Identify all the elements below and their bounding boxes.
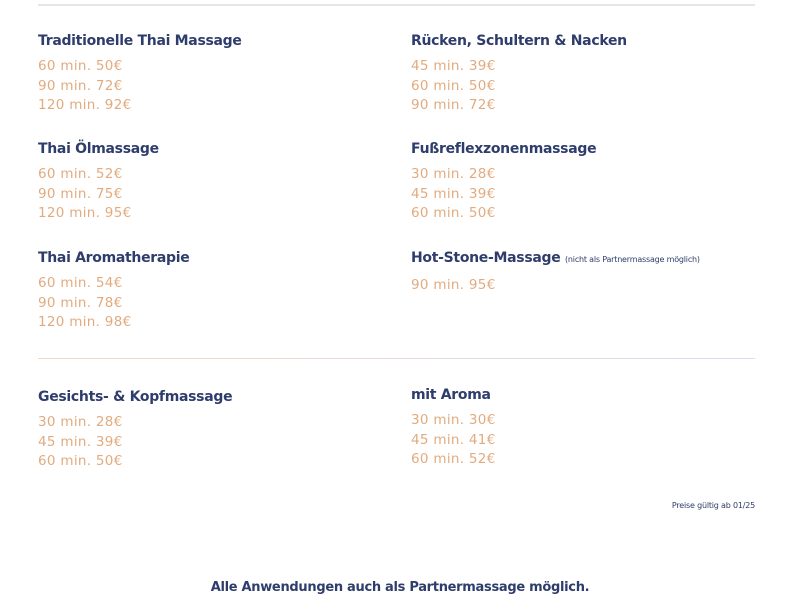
service-mit-aroma	[411, 385, 496, 470]
price-option: 45 min. 39€	[38, 433, 123, 450]
price-validity-note: Preise gültig ab 01/25	[671, 501, 755, 510]
price-option: 30 min. 28€	[411, 166, 496, 182]
service-traditionelle-thai-massage	[38, 31, 242, 116]
top-divider	[38, 4, 755, 6]
price-option: 30 min. 28€	[38, 414, 123, 430]
price-option: 120 min. 92€	[38, 97, 132, 113]
service-note: (nicht als Partnermassage möglich)	[565, 255, 700, 264]
price-option: 60 min. 52€	[38, 166, 123, 182]
price-option: 45 min. 39€	[411, 58, 496, 74]
service-thai-aromatherapie	[38, 248, 189, 333]
price-option: 60 min. 50€	[411, 77, 496, 94]
price-option: 90 min. 95€	[411, 277, 496, 293]
service-thai-oelmassage	[38, 139, 159, 224]
service-title: Fußreflexzonenmassage	[411, 141, 597, 157]
service-hot-stone-massage	[411, 248, 700, 296]
price-option: 90 min. 78€	[38, 294, 123, 311]
service-title	[411, 248, 700, 270]
price-option: 60 min. 52€	[411, 451, 496, 467]
price-option: 90 min. 72€	[38, 77, 123, 94]
price-option: 120 min. 95€	[38, 205, 132, 221]
price-option: 60 min. 50€	[38, 453, 123, 469]
section-divider	[38, 358, 755, 359]
price-option: 90 min. 72€	[411, 97, 496, 113]
service-title: Thai Ölmassage	[38, 141, 159, 157]
service-title: Traditionelle Thai Massage	[38, 33, 242, 49]
service-title: Rücken, Schultern & Nacken	[411, 33, 627, 49]
price-option: 90 min. 75€	[38, 185, 123, 202]
price-option: 45 min. 39€	[411, 185, 496, 202]
service-title: Thai Aromatherapie	[38, 250, 190, 266]
price-option: 30 min. 30€	[411, 412, 496, 428]
service-fussreflexzonenmassage	[411, 139, 596, 224]
service-title: mit Aroma	[411, 387, 491, 403]
footer-note: Alle Anwendungen auch als Partnermassage möglich.	[210, 580, 590, 595]
service-ruecken-schultern-nacken	[411, 31, 627, 116]
service-gesichts-kopfmassage	[38, 387, 232, 472]
price-option: 45 min. 41€	[411, 431, 496, 448]
price-option: 60 min. 54€	[38, 275, 123, 291]
price-option: 60 min. 50€	[38, 58, 123, 74]
price-option: 60 min. 50€	[411, 205, 496, 221]
service-title-text: Hot-Stone-Massage	[411, 250, 561, 266]
price-option: 120 min. 98€	[38, 314, 132, 330]
service-title: Gesichts- & Kopfmassage	[38, 389, 233, 405]
